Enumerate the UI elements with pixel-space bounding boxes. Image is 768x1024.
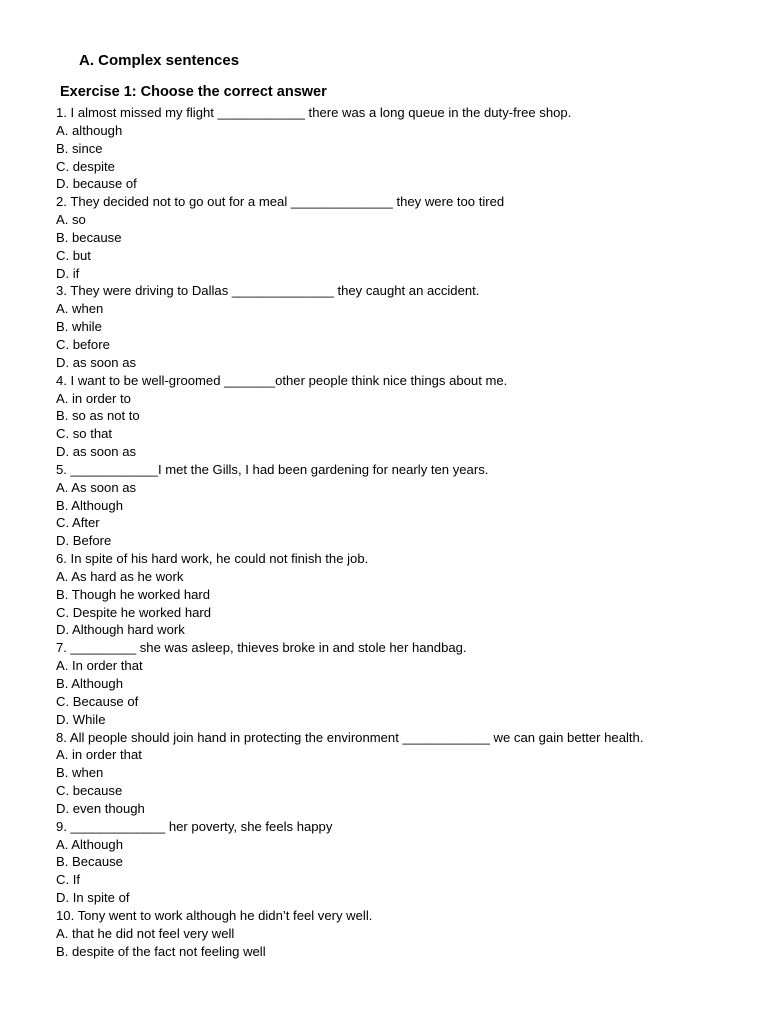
answer-option: A. although <box>56 122 123 138</box>
answer-option: A. As hard as he work <box>56 568 184 584</box>
question-text: 2. They decided not to go out for a meal ______________ they were too tired <box>56 194 505 210</box>
exercise-heading: Exercise 1: Choose the correct answer <box>60 84 327 100</box>
question-text: 4. I want to be well-groomed _______other people think nice things about me. <box>56 372 508 388</box>
answer-option: B. while <box>56 319 102 335</box>
answer-option: B. since <box>56 140 103 156</box>
question-text: 9. _____________ her poverty, she feels happy <box>56 818 333 834</box>
answer-option: D. Although hard work <box>56 622 185 638</box>
answer-option: B. Although <box>56 497 123 513</box>
answer-option: A. when <box>56 301 104 317</box>
answer-option: A. Although <box>56 836 123 852</box>
answer-option: C. so that <box>56 426 113 442</box>
question-text: 6. In spite of his hard work, he could not finish the job. <box>56 551 369 567</box>
answer-option: C. despite <box>56 158 115 174</box>
answer-option: D. Before <box>56 533 112 549</box>
section-heading: A. Complex sentences <box>79 52 240 69</box>
answer-option: D. as soon as <box>56 444 137 460</box>
question-text: 7. _________ she was asleep, thieves broke in and stole her handbag. <box>56 640 467 656</box>
question-text: 8. All people should join hand in protecting the environment ____________ we can gain better health. <box>56 729 644 745</box>
answer-option: D. In spite of <box>56 890 130 906</box>
answer-option: A. in order that <box>56 747 142 763</box>
answer-option: B. despite of the fact not feeling well <box>56 943 266 959</box>
answer-option: B. Although <box>56 676 123 691</box>
answer-option: A. in order to <box>56 390 131 406</box>
answer-option: B. because <box>56 229 122 245</box>
answer-option: D. While <box>56 711 106 727</box>
answer-option: A. In order that <box>56 658 143 674</box>
question-text: 10. Tony went to work although he didn’t feel very well. <box>56 907 373 923</box>
answer-option: C. Despite he worked hard <box>56 604 212 620</box>
question-text: 3. They were driving to Dallas ______________ they caught an accident. <box>56 283 480 299</box>
answer-option: C. If <box>56 872 81 888</box>
answer-option: C. Because of <box>56 693 139 709</box>
question-text: 1. I almost missed my flight ____________ there was a long queue in the duty-free shop. <box>56 105 572 120</box>
answer-option: C. because <box>56 783 123 799</box>
answer-option: D. because of <box>56 176 137 192</box>
answer-option: A. so <box>56 212 86 228</box>
answer-option: A. that he did not feel very well <box>56 925 235 941</box>
answer-option: C. before <box>56 336 110 352</box>
answer-option: D. even though <box>56 800 145 816</box>
question-text: 5. ____________I met the Gills, I had been gardening for nearly ten years. <box>56 461 489 477</box>
exercise-lines <box>56 104 756 961</box>
answer-option: B. Because <box>56 854 123 870</box>
answer-option: A. As soon as <box>56 479 137 495</box>
answer-option: D. if <box>56 265 80 281</box>
answer-option: D. as soon as <box>56 354 137 370</box>
answer-option: B. when <box>56 765 104 781</box>
answer-option: C. After <box>56 515 100 531</box>
answer-option: B. so as not to <box>56 408 140 424</box>
answer-option: C. but <box>56 247 91 263</box>
answer-option: B. Though he worked hard <box>56 586 211 602</box>
